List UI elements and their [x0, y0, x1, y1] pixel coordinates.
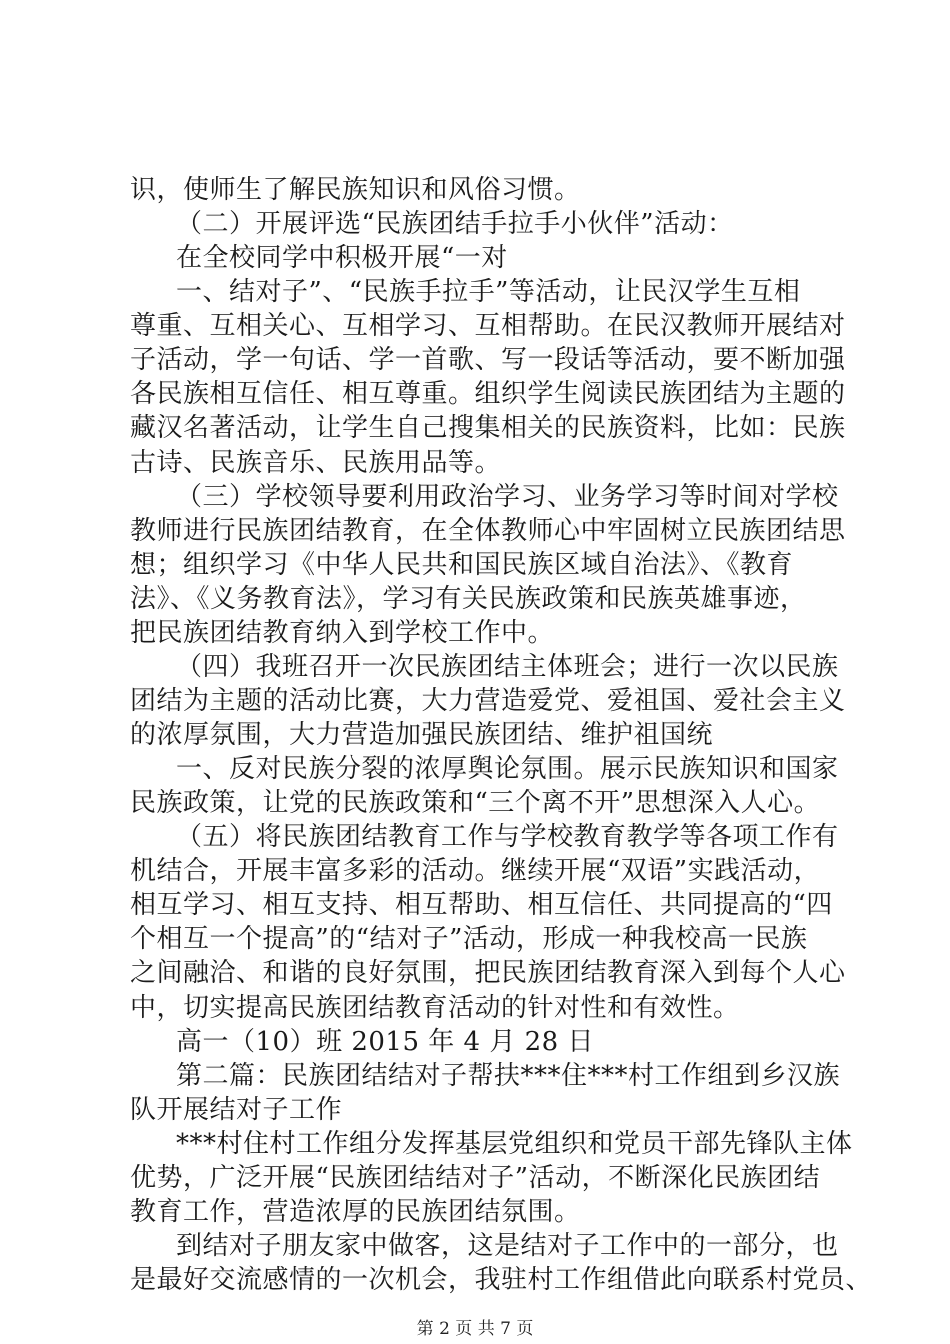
text-line: 中，切实提高民族团结教育活动的针对性和有效性。: [130, 993, 740, 1023]
text-line: （四）我班召开一次民族团结主体班会；进行一次以民族: [176, 652, 839, 682]
text-line: 子活动，学一句话、学一首歌、写一段话等活动，要不断加强: [130, 345, 846, 375]
text-line: 教师进行民族团结教育，在全体教师心中牢固树立民族团结思: [130, 516, 846, 546]
text-line: 教育工作，营造浓厚的民族团结氛围。: [130, 1197, 581, 1227]
text-line: 法》、《义务教育法》，学习有关民族政策和民族英雄事迹，: [130, 584, 807, 614]
text-line: 民族政策，让党的民族政策和“三个离不开”思想深入人心。: [130, 788, 821, 818]
text-line: 在全校同学中积极开展“一对: [176, 243, 508, 273]
section-heading: 队开展结对子工作: [130, 1095, 343, 1125]
text-line: 各民族相互信任、相互尊重。组织学生阅读民族团结为主题的: [130, 379, 846, 409]
text-line: 团结为主题的活动比赛，大力营造爱党、爱祖国、爱社会主义: [130, 686, 846, 716]
text-line: 到结对子朋友家中做客，这是结对子工作中的一部分，也: [176, 1231, 839, 1261]
text-line: （三）学校领导要利用政治学习、业务学习等时间对学校: [176, 482, 839, 512]
text-line: （五）将民族团结教育工作与学校教育教学等各项工作有: [176, 822, 839, 852]
text-line: 尊重、互相关心、互相学习、互相帮助。在民汉教师开展结对: [130, 311, 846, 341]
text-line: 个相互一个提高”的“结对子”活动，形成一种我校高一民族: [130, 924, 808, 954]
text-line: 相互学习、相互支持、相互帮助、相互信任、共同提高的“四: [130, 890, 833, 920]
date-line: 高一（10）班 2015 年 4 月 28 日: [176, 1027, 594, 1057]
text-line: 想；组织学习《中华人民共和国民族区域自治法》、《教育: [130, 550, 794, 580]
text-line: 之间融洽、和谐的良好氛围，把民族团结教育深入到每个人心: [130, 958, 846, 988]
text-line: 识，使师生了解民族知识和风俗习惯。: [130, 175, 581, 205]
text-line: 一、结对子”、“民族手拉手”等活动，让民汉学生互相: [176, 277, 801, 307]
text-line: 机结合，开展丰富多彩的活动。继续开展“双语”实践活动，: [130, 856, 821, 886]
text-line: ***村住村工作组分发挥基层党组织和党员干部先锋队主体: [176, 1129, 853, 1159]
text-line: （二）开展评选“民族团结手拉手小伙伴”活动：: [176, 209, 734, 239]
text-line: 一、反对民族分裂的浓厚舆论氛围。展示民族知识和国家: [176, 754, 839, 784]
text-line: 的浓厚氛围，大力营造加强民族团结、维护祖国统: [130, 720, 714, 750]
text-line: 藏汉名著活动，让学生自己搜集相关的民族资料，比如：民族: [130, 413, 846, 443]
section-heading: 第二篇：民族团结结对子帮扶***住***村工作组到乡汉族: [176, 1061, 841, 1091]
text-line: 是最好交流感情的一次机会，我驻村工作组借此向联系村党员、: [130, 1265, 873, 1295]
text-line: 优势，广泛开展“民族团结结对子”活动，不断深化民族团结: [130, 1163, 821, 1193]
page-number-footer: 第 2 页 共 7 页: [416, 1319, 534, 1339]
text-line: 古诗、民族音乐、民族用品等。: [130, 448, 502, 478]
text-line: 把民族团结教育纳入到学校工作中。: [130, 618, 555, 648]
